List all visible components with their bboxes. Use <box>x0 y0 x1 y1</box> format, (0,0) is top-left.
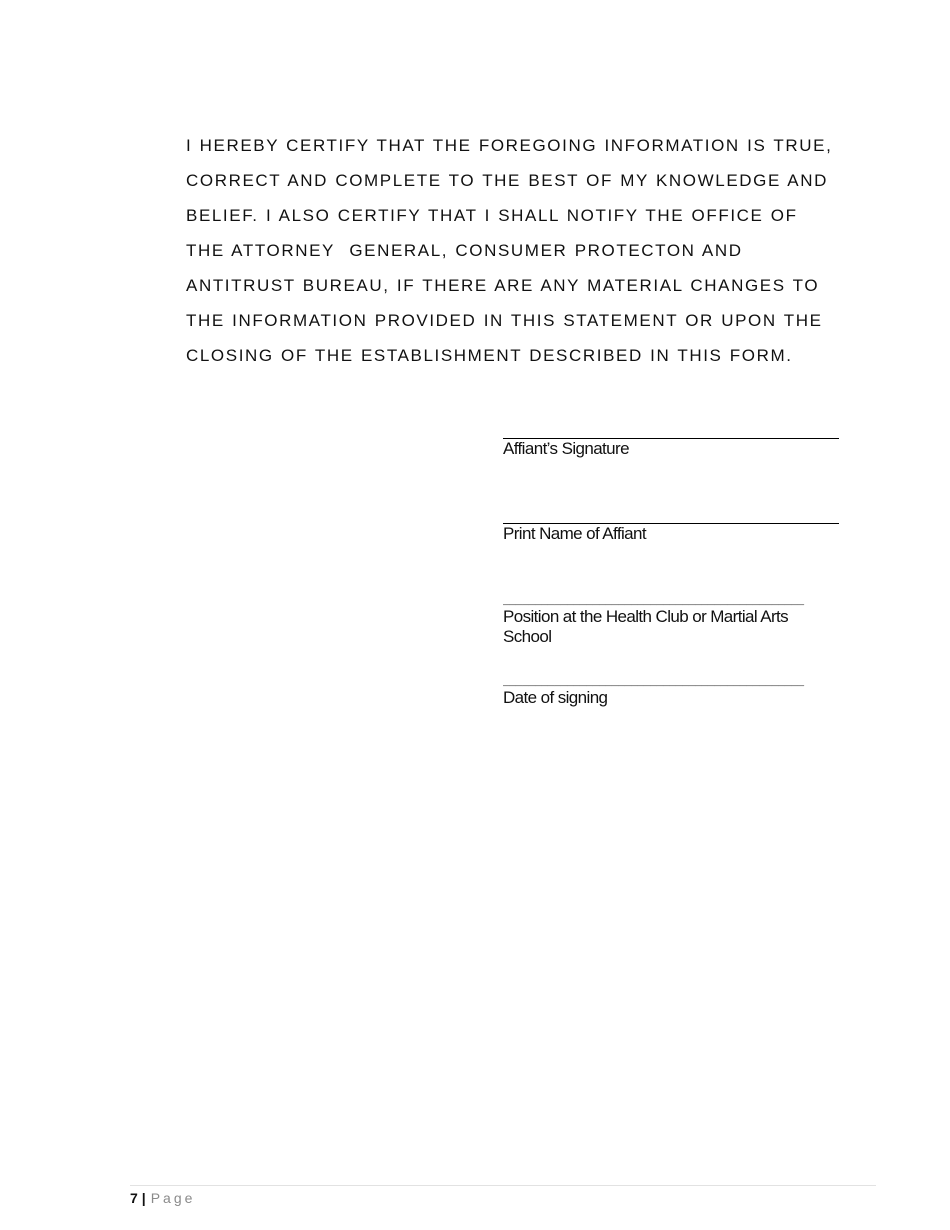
certification-line-2: CORRECT AND COMPLETE TO THE BEST OF MY KNOWLEDGE AND <box>186 171 828 190</box>
print-name-field[interactable] <box>503 523 839 544</box>
page-label: Page <box>150 1190 196 1206</box>
certification-line-4: THE ATTORNEY GENERAL, CONSUMER PROTECTON AND <box>186 241 743 260</box>
footer-separator: | <box>141 1190 146 1206</box>
position-field[interactable] <box>503 597 839 647</box>
affiant-signature-label: Affiant’s Signature <box>503 439 629 458</box>
certification-line-1: I HEREBY CERTIFY THAT THE FOREGOING INFORMATION IS TRUE, <box>186 136 833 155</box>
certification-line-5: ANTITRUST BUREAU, IF THERE ARE ANY MATERIAL CHANGES TO <box>186 276 820 295</box>
page-footer <box>130 1188 195 1208</box>
date-underscore-line: _______________________________________________ <box>503 678 804 688</box>
certification-line-6: THE INFORMATION PROVIDED IN THIS STATEMENT OR UPON THE <box>186 311 823 330</box>
date-of-signing-field[interactable] <box>503 678 839 708</box>
date-of-signing-label: Date of signing <box>503 688 608 707</box>
print-name-label: Print Name of Affiant <box>503 524 646 543</box>
page-number: 7 <box>130 1190 138 1206</box>
certification-statement <box>186 128 876 373</box>
footer-divider <box>130 1185 876 1186</box>
certification-line-3: BELIEF. I ALSO CERTIFY THAT I SHALL NOTIFY THE OFFICE OF <box>186 206 798 225</box>
position-underscore-line: _______________________________________________ <box>503 597 804 607</box>
position-label-line-1: Position at the Health Club or Martial Arts <box>503 607 789 626</box>
affiant-signature-field[interactable] <box>503 438 839 459</box>
certification-line-7: CLOSING OF THE ESTABLISHMENT DESCRIBED IN THIS FORM. <box>186 346 793 365</box>
position-label-line-2: School <box>503 627 552 646</box>
